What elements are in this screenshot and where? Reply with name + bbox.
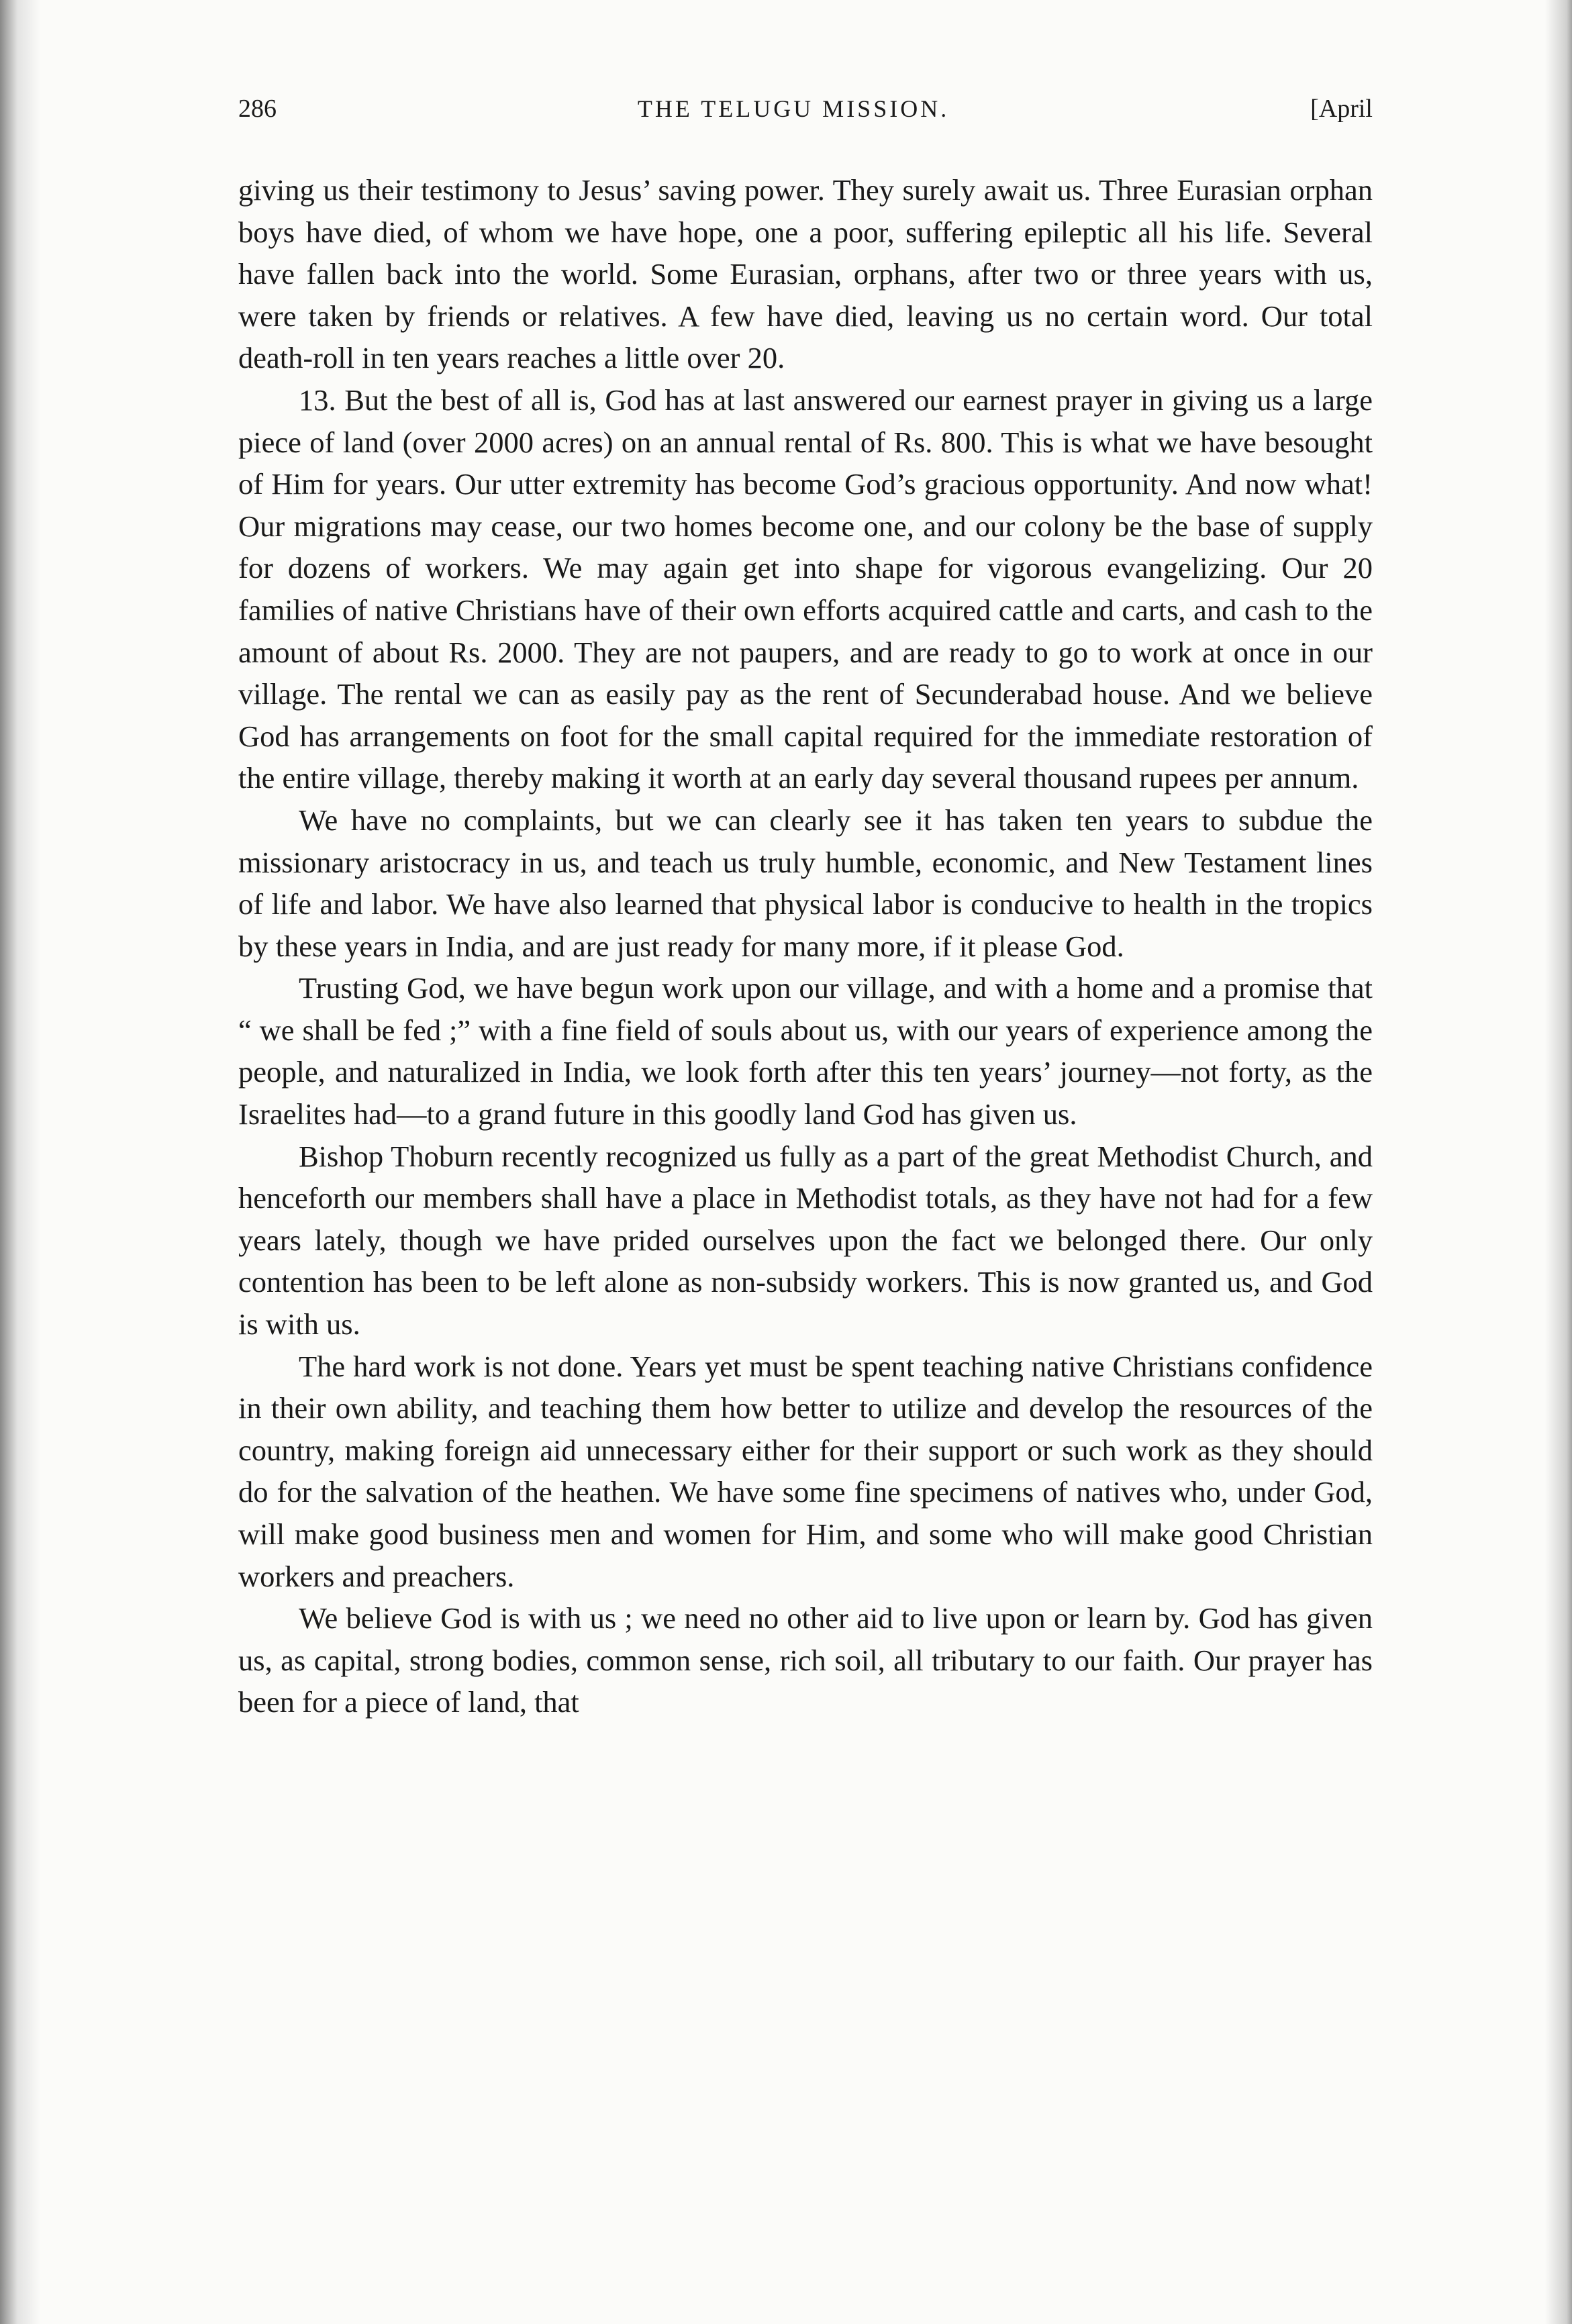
- scan-gutter-right: [1545, 0, 1572, 2324]
- book-page: [238, 94, 1373, 1723]
- body-text: [238, 169, 1373, 1723]
- scan-gutter-left: [0, 0, 40, 2324]
- running-head: [238, 94, 1373, 134]
- paragraph: Trusting God, we have begun work upon our village, and with a home and a promise that “ we shall be fed ;” with a fine field of souls about us, with our years of experience among the people, and naturalized in India, we look forth after this ten years’ journey—not forty, as the Israelites had—to a grand future in this goodly land God has given us.: [238, 971, 1373, 1131]
- paragraph: We believe God is with us ; we need no other aid to live upon or learn by. God has given us, as capital, strong bodies, common sense, rich soil, all tributary to our faith. Our prayer has been for a piece of land, that: [238, 1601, 1373, 1719]
- running-month: [April: [1310, 95, 1373, 123]
- paragraph: We have no complaints, but we can clearly see it has taken ten years to subdue the missionary aristocracy in us, and teach us truly humble, economic, and New Testament lines of life and labor. We have also learned that physical labor is conducive to health in the tropics by these years in India, and are just ready for many more, if it please God.: [238, 803, 1373, 963]
- paragraph: 13. But the best of all is, God has at last answered our earnest prayer in giving us a large piece of land (over 2000 acres) on an annual rental of Rs. 800. This is what we have besought of Him for years. Our utter extremity has become God’s gracious opportunity. And now what! Our migrations may cease, our two homes become one, and our colony be the base of supply for dozens of workers. We may again get into shape for vigorous evangelizing. Our 20 families of native Christians have of their own efforts acquired cattle and carts, and cash to the amount of about Rs. 2000. They are not paupers, and are ready to go to work at once in our village. The rental we can as easily pay as the rent of Secunderabad house. And we believe God has arrangements on foot for the small capital required for the immediate restoration of the entire village, thereby making it worth at an early day several thousand rupees per annum.: [238, 383, 1373, 795]
- paragraph: Bishop Thoburn recently recognized us fully as a part of the great Methodist Church, and henceforth our members shall have a place in Methodist totals, as they have not had for a few years lately, though we have prided ourselves upon the fact we belonged there. Our only contention has been to be left alone as non-subsidy workers. This is now granted us, and God is with us.: [238, 1139, 1373, 1342]
- paragraph-continued: giving us their testimony to Jesus’ saving power. They surely await us. Three Eurasian orphan boys have died, of whom we have hope, one a poor, suffering epileptic all his life. Several have fallen back into the world. Some Eurasian, orphans, after two or three years with us, were taken by friends or relatives. A few have died, leaving us no certain word. Our total death-roll in ten years reaches a little over 20.: [238, 173, 1373, 375]
- paragraph: The hard work is not done. Years yet must be spent teaching native Christians confidence in their own ability, and teaching them how better to utilize and develop the resources of the country, making foreign aid unnecessary either for their support or such work as they should do for the salvation of the heathen. We have some fine specimens of natives who, under God, will make good business men and women for Him, and some who will make good Christian workers and preachers.: [238, 1349, 1373, 1593]
- page-number: 286: [238, 95, 277, 123]
- running-title: THE TELUGU MISSION.: [637, 95, 950, 122]
